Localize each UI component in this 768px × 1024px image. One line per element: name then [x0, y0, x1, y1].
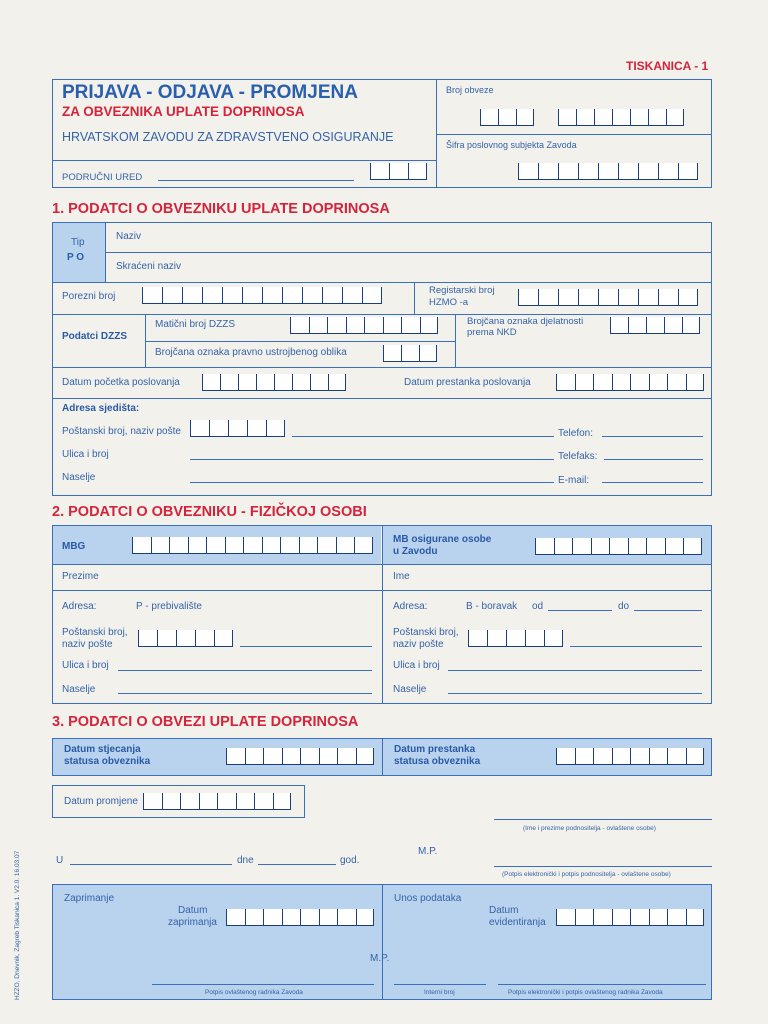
residence-postal-cells[interactable]: [138, 630, 233, 647]
end-date-label: Datum prestanka poslovanja: [404, 377, 531, 388]
surname-label: Prezime: [62, 571, 99, 582]
obligation-number-cells[interactable]: [480, 109, 534, 126]
entry-date-label-1: Datum: [489, 905, 519, 916]
applicant-signature-caption: (Potpis elektronički i potpis podnositelja - ovlaštene osobe): [502, 871, 671, 878]
internal-number-line[interactable]: [394, 984, 486, 985]
form-code: TISKANICA - 1: [626, 59, 709, 73]
acquired-label-1: Datum stjecanja: [64, 744, 141, 755]
stay-street-line[interactable]: [448, 670, 702, 671]
short-name-label: Skraćeni naziv: [116, 261, 182, 272]
mbg-cells[interactable]: [132, 537, 373, 554]
officer-signature-line[interactable]: [152, 984, 374, 985]
institution-name: HRVATSKOM ZAVODU ZA ZDRAVSTVENO OSIGURANJE: [62, 130, 394, 144]
stay-postal-label-1: Poštanski broj,: [393, 627, 459, 638]
start-date-label: Datum početka poslovanja: [62, 377, 180, 388]
officer-electronic-signature-caption: Potpis elektronički i potpis ovlaštenog radnika Zavoda: [508, 989, 663, 996]
name-label: Naziv: [116, 231, 142, 242]
nkd-label-2: prema NKD: [467, 327, 517, 338]
stay-postal-label-2: naziv pošte: [393, 639, 444, 650]
hq-postal-cells[interactable]: [190, 420, 285, 437]
place-line[interactable]: [70, 864, 232, 865]
residence-postal-label-1: Poštanski broj,: [62, 627, 128, 638]
acquired-date-cells[interactable]: [226, 748, 374, 765]
end-date-cells[interactable]: [556, 374, 704, 391]
stay-postal-name-line[interactable]: [570, 646, 702, 647]
stay-from-line[interactable]: [548, 610, 612, 611]
stay-type-label: B - boravak: [466, 601, 518, 612]
place-label: U: [56, 855, 64, 866]
officer-signature-caption: Potpis ovlaštenog radnika Zavoda: [205, 989, 303, 996]
form-subtitle: ZA OBVEZNIKA UPLATE DOPRINOSA: [62, 104, 305, 119]
date-line[interactable]: [258, 864, 336, 865]
regional-office-label: PODRUČNI URED: [62, 172, 143, 183]
year-label: god.: [340, 855, 360, 866]
change-date-cells[interactable]: [143, 793, 291, 810]
dzzs-id-cells[interactable]: [290, 317, 438, 334]
section3-title: 3. PODATCI O OBVEZI UPLATE DOPRINOSA: [52, 714, 359, 730]
change-date-label: Datum promjene: [64, 796, 138, 807]
receipt-label: Zaprimanje: [64, 893, 115, 904]
applicant-stamp-label: M.P.: [418, 846, 438, 857]
subject-code-label: Šifra poslovnog subjekta Zavoda: [446, 140, 577, 150]
nkd-cells[interactable]: [610, 317, 700, 334]
subject-code-cells[interactable]: [518, 163, 698, 180]
mbg-label: MBG: [62, 541, 86, 552]
hq-settlement-line[interactable]: [190, 482, 554, 483]
hq-postal-name-line[interactable]: [292, 436, 554, 437]
acquired-label-2: statusa obveznika: [64, 756, 151, 767]
obligation-number-cells-2[interactable]: [558, 109, 684, 126]
hq-postal-label: Poštanski broj, naziv pošte: [62, 426, 181, 437]
receipt-date-label-1: Datum: [178, 905, 208, 916]
officer-electronic-signature-line[interactable]: [498, 984, 706, 985]
residence-postal-name-line[interactable]: [240, 646, 372, 647]
mb-insured-label-1: MB osigurane osobe: [393, 534, 492, 545]
stay-postal-cells[interactable]: [468, 630, 563, 647]
stay-to-line[interactable]: [634, 610, 702, 611]
legal-form-label: Brojčana oznaka pravno ustrojbenog oblika: [155, 347, 347, 358]
regional-office-code-cells[interactable]: [370, 163, 427, 180]
legal-form-cells[interactable]: [383, 345, 437, 362]
hzmo-reg-label-1: Registarski broj: [429, 285, 495, 296]
entry-label: Unos podataka: [394, 893, 462, 904]
email-line[interactable]: [602, 482, 703, 483]
applicant-signature-line[interactable]: [494, 866, 712, 867]
fax-line[interactable]: [604, 459, 703, 460]
residence-address-label: Adresa:: [62, 601, 97, 612]
tax-number-label: Porezni broj: [62, 291, 116, 302]
residence-street-line[interactable]: [118, 670, 372, 671]
entry-date-label-2: evidentiranja: [489, 917, 546, 928]
residence-settlement-line[interactable]: [118, 693, 372, 694]
first-name-label: Ime: [393, 571, 410, 582]
type-value: P O: [67, 252, 85, 263]
hq-street-line[interactable]: [190, 459, 554, 460]
phone-line[interactable]: [602, 436, 703, 437]
internal-number-caption: Interni broj: [424, 989, 455, 996]
residence-postal-label-2: naziv pošte: [62, 639, 113, 650]
stay-settlement-line[interactable]: [448, 693, 702, 694]
date-label: dne: [237, 855, 254, 866]
receipt-date-cells[interactable]: [226, 909, 374, 926]
hzmo-reg-label-2: HZMO -a: [429, 297, 469, 308]
residence-settlement-label: Naselje: [62, 684, 96, 695]
phone-label: Telefon:: [558, 428, 594, 439]
tax-number-cells[interactable]: [142, 287, 382, 304]
residence-type-label: P - prebivalište: [136, 601, 202, 612]
nkd-label-1: Brojčana oznaka djelatnosti: [467, 316, 584, 327]
mb-insured-cells[interactable]: [535, 538, 702, 555]
start-date-cells[interactable]: [202, 374, 346, 391]
dzzs-label: Podatci DZZS: [62, 331, 128, 342]
residence-street-label: Ulica i broj: [62, 660, 109, 671]
stay-from-label: od: [532, 601, 544, 612]
form-title: PRIJAVA - ODJAVA - PROMJENA: [62, 82, 358, 103]
office-stamp-label: M.P.: [370, 953, 390, 964]
stay-to-label: do: [618, 601, 630, 612]
hq-settlement-label: Naselje: [62, 472, 96, 483]
applicant-name-caption: (Ime i prezime podnositelja - ovlaštene osobe): [523, 825, 656, 832]
obligation-number-label: Broj obveze: [446, 85, 494, 95]
hq-street-label: Ulica i broj: [62, 449, 109, 460]
ceased-label-2: statusa obveznika: [394, 756, 481, 767]
side-print: HZZO, Dnevnik, Zagreb Tiskanica 1. V2.0. 16.03.07: [14, 850, 21, 1000]
ceased-date-cells[interactable]: [556, 748, 704, 765]
stay-street-label: Ulica i broj: [393, 660, 440, 671]
applicant-name-line[interactable]: [494, 819, 712, 820]
email-label: E-mail:: [558, 475, 590, 486]
section1-title: 1. PODATCI O OBVEZNIKU UPLATE DOPRINOSA: [52, 201, 390, 217]
entry-date-cells[interactable]: [556, 909, 704, 926]
regional-office-line[interactable]: [158, 180, 354, 181]
section2-title: 2. PODATCI O OBVEZNIKU - FIZIČKOJ OSOBI: [52, 504, 367, 520]
hzmo-reg-cells[interactable]: [518, 289, 698, 306]
hq-address-label: Adresa sjedišta:: [62, 403, 140, 414]
type-label: Tip: [71, 237, 85, 248]
receipt-date-label-2: zaprimanja: [168, 917, 217, 928]
dzzs-id-label: Matični broj DZZS: [155, 319, 236, 330]
stay-settlement-label: Naselje: [393, 684, 427, 695]
stay-address-label: Adresa:: [393, 601, 428, 612]
mb-insured-label-2: u Zavodu: [393, 546, 438, 557]
ceased-label-1: Datum prestanka: [394, 744, 476, 755]
fax-label: Telefaks:: [558, 451, 598, 462]
